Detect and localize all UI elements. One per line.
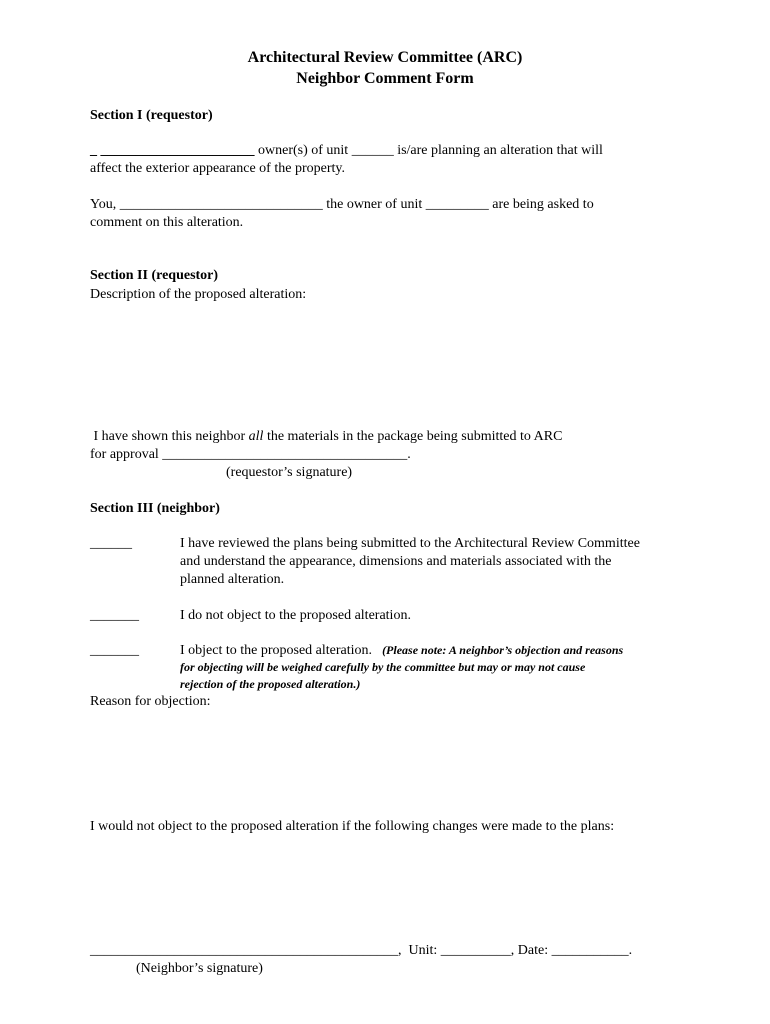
section1-heading: Section I (requestor)	[90, 108, 213, 123]
objection-note-line3: rejection of the proposed alteration.)	[180, 677, 361, 691]
section3-heading: Section III (neighbor)	[90, 501, 220, 516]
shown-pre: I have shown this neighbor	[90, 429, 249, 444]
reason-label: Reason for objection:	[90, 694, 211, 709]
shown-all: all	[248, 429, 264, 444]
section1-line3: You, _____________________________ the owner of unit _________ are being asked to	[90, 197, 594, 212]
objection-note-line2: for objecting will be weighed carefully by the committee but may or may not cause	[180, 660, 586, 674]
option1-line1: I have reviewed the plans being submitted to the Architectural Review Committee	[180, 536, 640, 551]
option1-line2: and understand the appearance, dimensions and materials associated with the	[180, 554, 612, 569]
form-title-line1: Architectural Review Committee (ARC)	[247, 49, 523, 66]
option3-blank: _______	[90, 643, 139, 658]
approval-line: for approval ___________________________________.	[90, 447, 411, 462]
option3-text: I object to the proposed alteration.	[180, 643, 373, 658]
requestor-signature-caption: (requestor’s signature)	[226, 465, 353, 480]
section1-line1	[90, 142, 603, 159]
section2-heading: Section II (requestor)	[90, 268, 219, 283]
description-label: Description of the proposed alteration:	[90, 287, 307, 302]
option1-blank: ______	[90, 536, 132, 551]
option1-line3: planned alteration.	[180, 572, 285, 587]
shown-post: the materials in the package being submitted to ARC	[263, 429, 563, 444]
option2-line1: I do not object to the proposed alteration.	[180, 608, 411, 623]
neighbor-signature-caption: (Neighbor’s signature)	[136, 961, 263, 976]
section1-line2: affect the exterior appearance of the property.	[90, 161, 345, 176]
option2-blank: _______	[90, 608, 139, 623]
option3-line1	[180, 642, 623, 659]
requestor-name-blank: _ ______________________	[90, 143, 255, 158]
shown-materials-line	[90, 428, 562, 445]
changes-label: I would not object to the proposed alteration if the following changes were made to the plans:	[90, 819, 615, 834]
section1-line4: comment on this alteration.	[90, 215, 244, 230]
neighbor-signature-line: ____________________________________________, Unit: __________, Date: ___________.	[90, 943, 633, 958]
objection-note-line1: (Please note: A neighbor’s objection and reasons	[382, 643, 624, 657]
form-title-line2: Neighbor Comment Form	[296, 70, 474, 87]
section1-line1-text: owner(s) of unit ______ is/are planning an alteration that will	[254, 143, 603, 158]
